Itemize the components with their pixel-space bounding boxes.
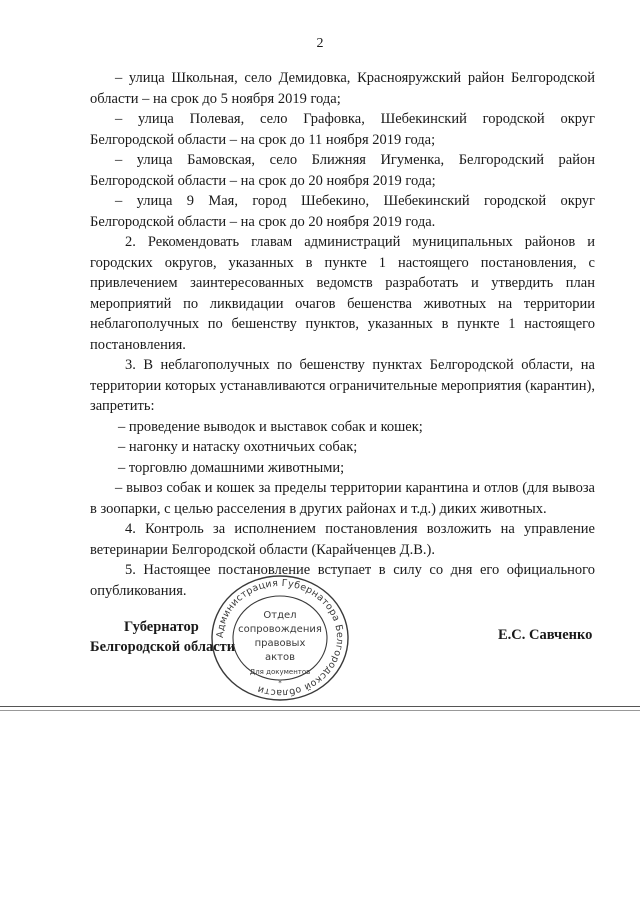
ban-item-export: – вывоз собак и кошек за пределы территории карантина и отлов (для вывоза в зоопарки, с целью расселения в других районах и т.д.) диких животных. <box>90 480 595 517</box>
stamp-inner-line3: правовых <box>254 638 306 649</box>
official-stamp <box>209 574 351 702</box>
stamp-inner-line1: Отдел <box>263 610 297 621</box>
stamp-bottom-text: Для документов <box>249 668 311 676</box>
list-item-polevaya: – улица Полевая, село Графовка, Шебекинский городской округ Белгородской области – на срок до 11 ноября 2019 года; <box>90 111 595 148</box>
signatory-name: Е.С. Савченко <box>498 627 593 643</box>
paragraph-5: 5. Настоящее постановление вступает в силу со дня его официального опубликования. <box>90 562 595 599</box>
star-icon: * <box>278 679 282 687</box>
stamp-seal-icon <box>209 574 351 702</box>
ban-item-exhibitions: – проведение выводок и выставок собак и кошек; <box>118 418 423 435</box>
paragraph-3: 3. В неблагополучных по бешенству пунктах Белгородской области, на территории которых устанавливаются ограничительные мероприятия (карантин), запретить: <box>90 357 595 414</box>
stamp-inner-line4: актов <box>264 652 296 663</box>
paragraph-4: 4. Контроль за исполнением постановления возложить на управление ветеринарии Белгородской области (Карайченцев Д.В.). <box>90 521 595 558</box>
list-item-9-maya: – улица 9 Мая, город Шебекино, Шебекинский городской округ Белгородской области – на срок до 20 ноября 2019 года. <box>90 193 595 230</box>
ban-item-hunting-dogs: – нагонку и натаску охотничьих собак; <box>118 439 358 455</box>
footer-divider-bottom <box>0 710 640 711</box>
ban-item-pet-trade: – торговлю домашними животными; <box>118 459 345 476</box>
document-body <box>90 68 595 601</box>
signatory-title-line1: Губернатор <box>124 619 199 635</box>
stamp-inner-line2: сопровождения <box>238 624 322 635</box>
signatory-title-line2: Белгородской области <box>90 639 236 655</box>
paragraph-2: 2. Рекомендовать главам администраций муниципальных районов и городских округов, указанных в пункте 1 настоящего постановления, с привлечением заинтересованных ведомств разработать и утвердить план мероприятий по ликвидации очагов бешенства животных на территории неблагополучных по бешенству пунктов, указанных в пункте 1 настоящего постановления. <box>90 234 595 353</box>
page-number: 2 <box>316 36 324 51</box>
footer-divider-top <box>0 706 640 707</box>
list-item-bamovskaya: – улица Бамовская, село Ближняя Игуменка, Белгородский район Белгородской области – на срок до 20 ноября 2019 года; <box>90 152 595 189</box>
stamp-outer-text: Администрация Губернатора Белгородской области <box>214 577 346 699</box>
list-item-shkolnaya: – улица Школьная, село Демидовка, Краснояружский район Белгородской области – на срок до 5 ноября 2019 года; <box>90 70 595 107</box>
